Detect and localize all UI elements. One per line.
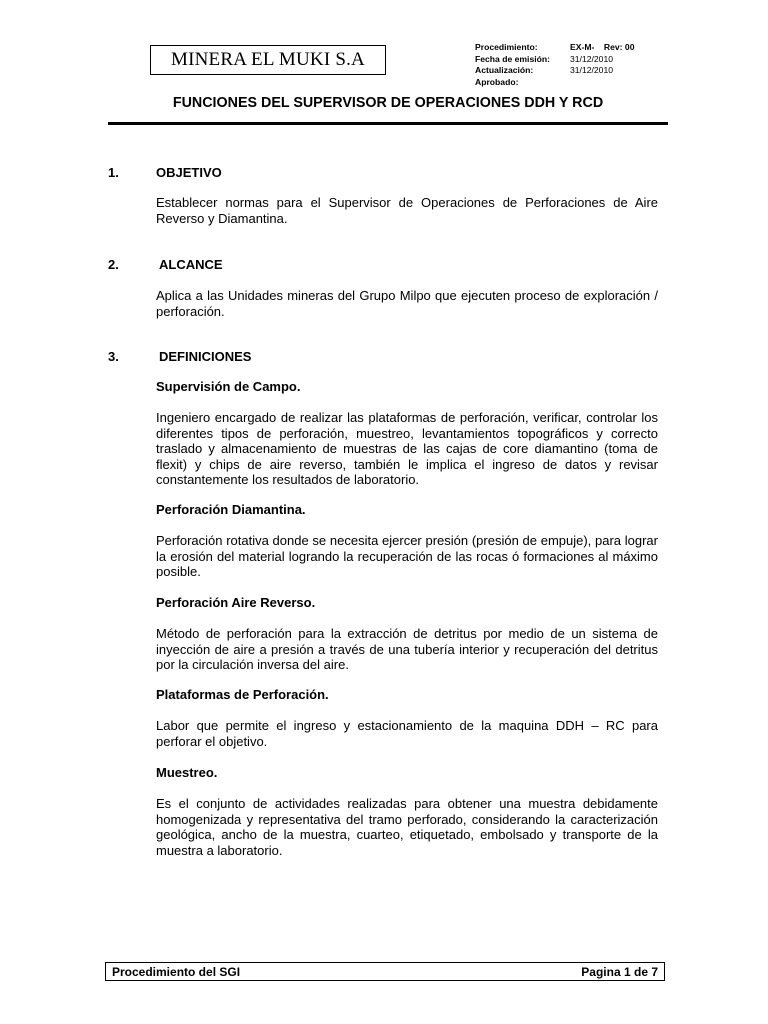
definition-text: Labor que permite el ingreso y estacionamiento de la maquina DDH – RC para perforar el objetivo. <box>156 718 658 749</box>
footer-procedure-label: Procedimiento del SGI <box>112 964 241 979</box>
section-number: 2. <box>108 257 119 272</box>
section-number: 1. <box>108 165 119 180</box>
document-title: FUNCIONES DEL SUPERVISOR DE OPERACIONES DDH Y RCD <box>172 95 604 111</box>
document-metadata <box>475 42 634 89</box>
definition-term: Supervisión de Campo. <box>156 379 301 394</box>
definition-term: Perforación Aire Reverso. <box>156 595 316 610</box>
meta-row-issue-date <box>475 54 634 66</box>
meta-row-approved <box>475 77 634 89</box>
meta-row-procedure <box>475 42 634 54</box>
company-name-box <box>150 45 386 75</box>
meta-value: EX-M- Rev: 00 <box>570 42 635 52</box>
meta-label: Procedimiento: <box>475 42 538 52</box>
meta-value: 31/12/2010 <box>570 53 614 64</box>
meta-label: Aprobado: <box>475 77 519 88</box>
company-name: MINERA EL MUKI S.A <box>171 49 365 70</box>
section-paragraph: Establecer normas para el Supervisor de Operaciones de Perforaciones de Aire Reverso y Diamantina. <box>156 195 658 226</box>
section-title: DEFINICIONES <box>159 349 252 364</box>
definition-text: Perforación rotativa donde se necesita ejercer presión (presión de empuje), para lograr la erosión del material logrando la recuperación de las rocas ó formaciones al máximo posible. <box>156 533 658 579</box>
section-title: OBJETIVO <box>156 165 222 180</box>
meta-row-update-date <box>475 65 634 77</box>
definition-text: Ingeniero encargado de realizar las plataformas de perforación, verificar, controlar los diferentes tipos de perforación, muestreo, levantamientos topográficos y correcto traslado y almacenamiento de muestras de las cajas de core diamantino (toma de flexit) y chips de aire reverso, también le implica el ingreso de datos y revisar constantemente los resultados de laboratorio. <box>156 410 658 487</box>
definition-text: Método de perforación para la extracción de detritus por medio de un sistema de inyección de aire a presión a través de una tubería interior y recuperación del detritus por la circulación inversa del aire. <box>156 626 658 672</box>
section-number: 3. <box>108 349 119 364</box>
page-number: Pagina 1 de 7 <box>581 964 658 979</box>
section-paragraph: Aplica a las Unidades mineras del Grupo Milpo que ejecuten proceso de exploración / perforación. <box>156 288 658 319</box>
definition-text: Es el conjunto de actividades realizadas para obtener una muestra debidamente homogenizada y representativa del tramo perforado, considerando la caracterización geológica, ancho de la muestra, cuarteo, etiquetado, embolsado y transporte de la muestra a laboratorio. <box>156 796 658 858</box>
definition-term: Muestreo. <box>156 765 218 780</box>
definition-term: Plataformas de Perforación. <box>156 687 329 702</box>
meta-value: 31/12/2010 <box>570 65 614 76</box>
definition-term: Perforación Diamantina. <box>156 502 306 517</box>
meta-label: Fecha de emisión: <box>475 53 550 64</box>
section-title: ALCANCE <box>159 257 223 272</box>
meta-label: Actualización: <box>475 65 534 76</box>
title-divider <box>108 122 668 125</box>
page-footer <box>105 962 665 981</box>
